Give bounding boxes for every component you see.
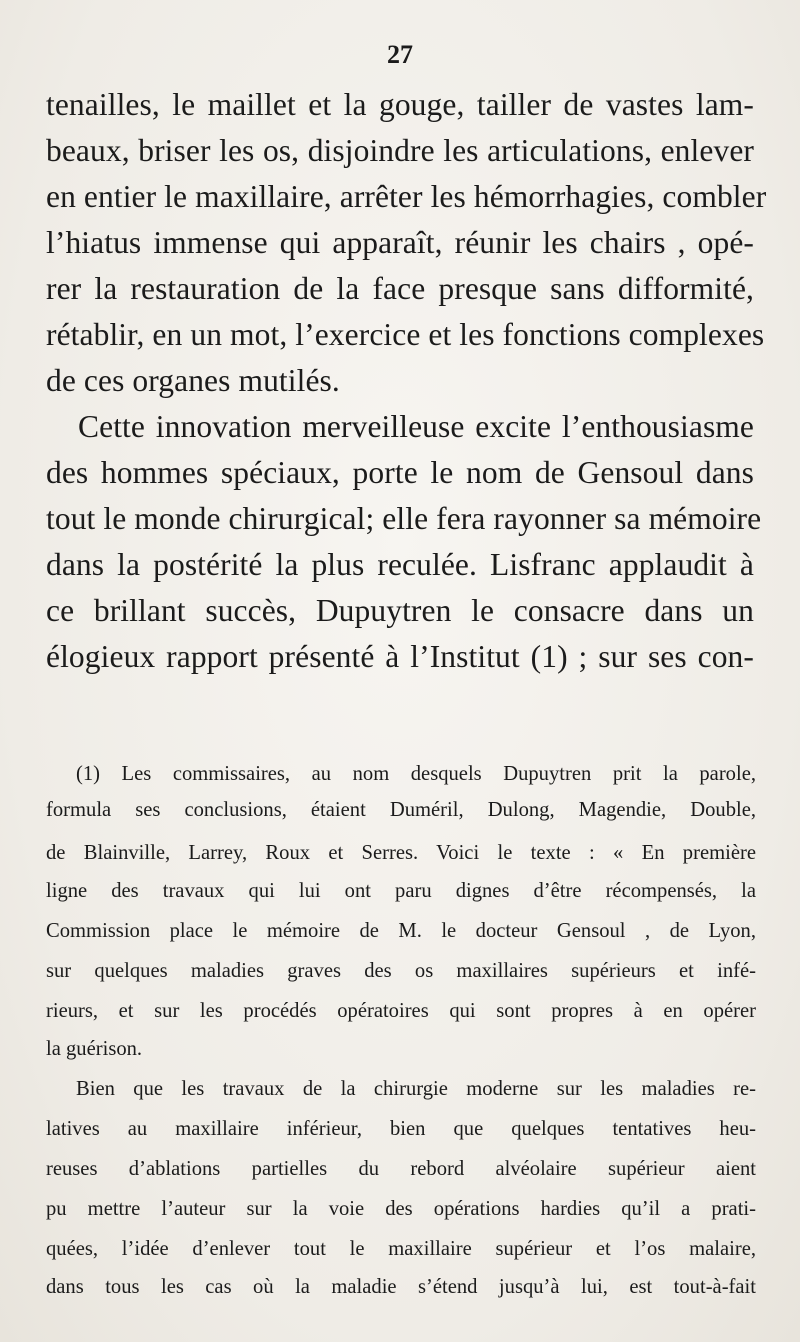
page-number: 27 [387,40,413,69]
footnote-line: quées, l’idée d’enlever tout le maxillaire supérieur et l’os malaire, [46,1238,756,1260]
body-line: beaux, briser les os, disjoindre les articulations, enlever [46,133,754,168]
footnote-line: dans tous les cas où la maladie s’étend jusqu’à lui, est tout-à-fait [46,1276,756,1298]
footnote-line: pu mettre l’auteur sur la voie des opérations hardies qu’il a prati- [46,1198,756,1220]
body-line: dans la postérité la plus reculée. Lisfranc applaudit à [46,547,754,582]
footnote-line: Bien que les travaux de la chirurgie moderne sur les maladies re- [76,1078,756,1100]
body-line: en entier le maxillaire, arrêter les hémorrhagies, combler [46,179,767,214]
body-line: des hommes spéciaux, porte le nom de Gensoul dans [46,455,754,490]
body-line: tout le monde chirurgical; elle fera rayonner sa mémoire [46,501,762,536]
footnote-line: formula ses conclusions, étaient Duméril, Dulong, Magendie, Double, [46,799,756,821]
footnote-line: rieurs, et sur les procédés opératoires qui sont propres à en opérer [46,1000,756,1022]
body-line: de ces organes mutilés. [46,363,340,398]
body-line: tenailles, le maillet et la gouge, tailler de vastes lam- [46,87,754,122]
footnote-line: de Blainville, Larrey, Roux et Serres. Voici le texte : « En première [46,842,756,864]
body-line: rer la restauration de la face presque sans difformité, [46,271,754,306]
footnote-line: reuses d’ablations partielles du rebord alvéolaire supérieur aient [46,1158,756,1180]
footnote-line: sur quelques maladies graves des os maxillaires supérieurs et infé- [46,960,756,982]
body-line: Cette innovation merveilleuse excite l’enthousiasme [78,409,754,444]
footnote-line: (1) Les commissaires, au nom desquels Dupuytren prit la parole, [76,763,756,785]
body-line: élogieux rapport présenté à l’Institut (1) ; sur ses con- [46,639,754,674]
footnote-line: latives au maxillaire inférieur, bien que quelques tentatives heu- [46,1118,756,1140]
footnote-line: Commission place le mémoire de M. le docteur Gensoul , de Lyon, [46,920,756,942]
footnote-line: la guérison. [46,1038,143,1060]
body-line: rétablir, en un mot, l’exercice et les fonctions complexes [46,317,765,352]
footnote-line: ligne des travaux qui lui ont paru dignes d’être récompensés, la [46,880,756,902]
body-line: l’hiatus immense qui apparaît, réunir les chairs , opé- [46,225,754,260]
body-line: ce brillant succès, Dupuytren le consacre dans un [46,593,754,628]
